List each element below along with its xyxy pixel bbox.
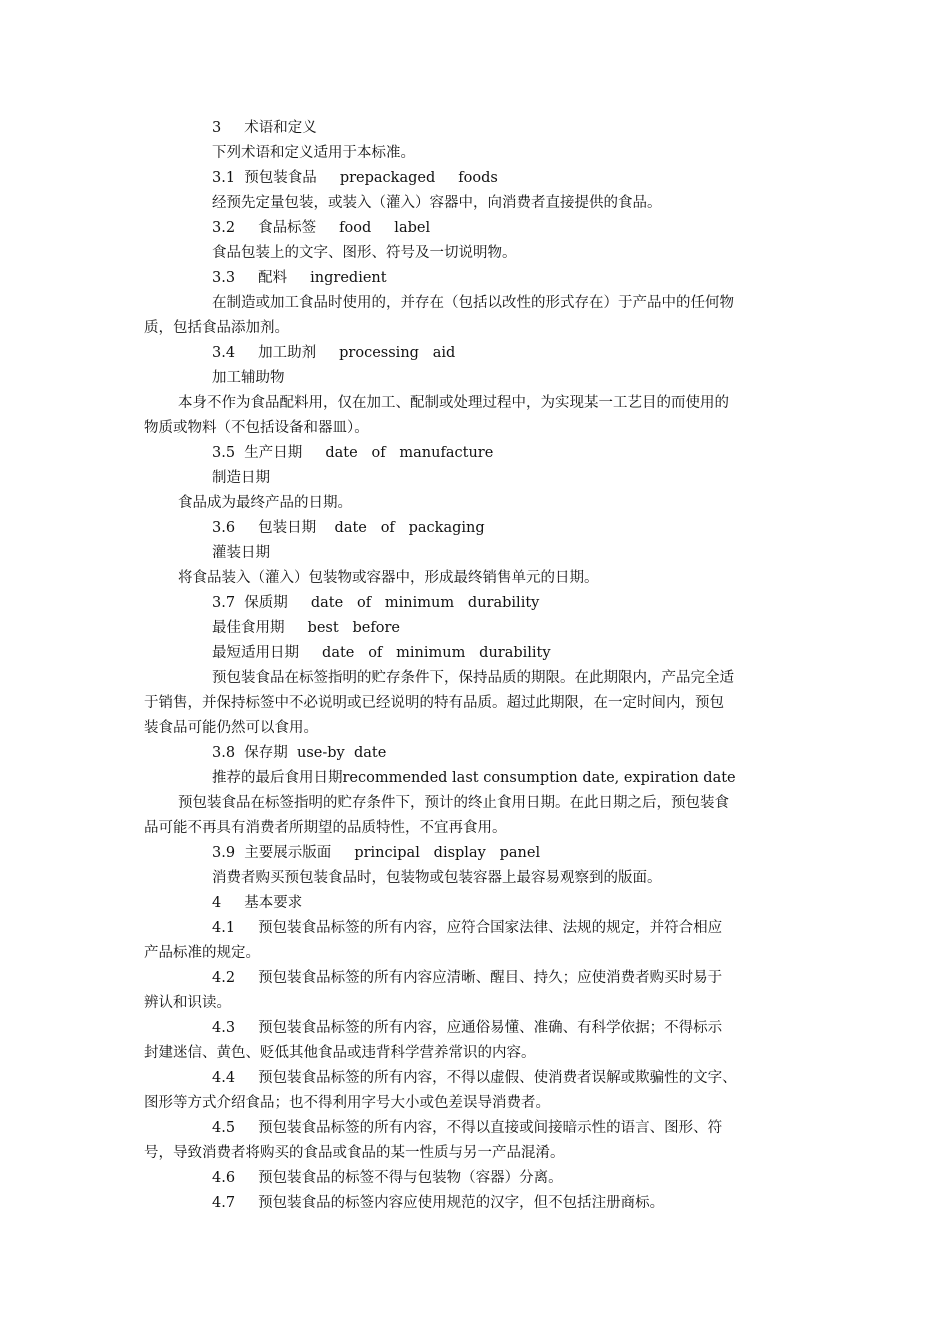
term-heading: 3.8 保存期 use-by date — [212, 745, 387, 761]
paragraph-line: 装食品可能仍然可以食用。 — [144, 720, 318, 736]
paragraph-line: 预包装食品在标签指明的贮存条件下，保持品质的期限。在此期限内，产品完全适 — [212, 670, 734, 686]
clause-line: 4.5 预包装食品标签的所有内容，不得以直接或间接暗示性的语言、图形、符 — [212, 1120, 723, 1136]
clause-line: 4.3 预包装食品标签的所有内容，应通俗易懂、准确、有科学依据；不得标示 — [212, 1020, 723, 1036]
synonym-line: 最佳食用期 best before — [212, 620, 400, 636]
paragraph-line: 消费者购买预包装食品时，包装物或包装容器上最容易观察到的版面。 — [212, 870, 662, 886]
paragraph-line: 辨认和识读。 — [144, 995, 231, 1011]
synonym-line: 加工辅助物 — [212, 370, 285, 386]
term-heading: 3.5 生产日期 date of manufacture — [212, 445, 494, 461]
term-heading: 3.3 配料 ingredient — [212, 270, 387, 286]
paragraph-line: 预包装食品在标签指明的贮存条件下，预计的终止食用日期。在此日期之后，预包装食 — [178, 795, 729, 811]
paragraph-line: 在制造或加工食品时使用的，并存在（包括以改性的形式存在）于产品中的任何物 — [212, 295, 734, 311]
paragraph-line: 物质或物料（不包括设备和器皿）。 — [144, 420, 369, 436]
paragraph-line: 本身不作为食品配料用，仅在加工、配制或处理过程中，为实现某一工艺目的而使用的 — [178, 395, 729, 411]
synonym-line: 推荐的最后食用日期recommended last consumption date, expiration date — [212, 770, 736, 786]
synonym-line: 制造日期 — [212, 470, 270, 486]
paragraph-line: 产品标准的规定。 — [144, 945, 260, 961]
paragraph-line: 品可能不再具有消费者所期望的品质特性，不宜再食用。 — [144, 820, 507, 836]
synonym-line: 灌装日期 — [212, 545, 270, 561]
clause-line: 4.6 预包装食品的标签不得与包装物（容器）分离。 — [212, 1170, 563, 1186]
term-heading: 3.9 主要展示版面 principal display panel — [212, 845, 541, 861]
clause-line: 4.7 预包装食品的标签内容应使用规范的汉字，但不包括注册商标。 — [212, 1195, 665, 1211]
paragraph-line: 经预先定量包装，或装入（灌入）容器中，向消费者直接提供的食品。 — [212, 195, 662, 211]
clause-line: 4.4 预包装食品标签的所有内容，不得以虚假、使消费者误解或欺骗性的文字、 — [212, 1070, 737, 1086]
term-heading: 3.7 保质期 date of minimum durability — [212, 595, 540, 611]
paragraph-line: 下列术语和定义适用于本标准。 — [212, 145, 415, 161]
term-heading: 3.6 包装日期 date of packaging — [212, 520, 485, 536]
paragraph-line: 食品成为最终产品的日期。 — [178, 495, 352, 511]
paragraph-line: 封建迷信、黄色、贬低其他食品或违背科学营养常识的内容。 — [144, 1045, 536, 1061]
paragraph-line: 将食品装入（灌入）包装物或容器中，形成最终销售单元的日期。 — [178, 570, 599, 586]
synonym-line: 最短适用日期 date of minimum durability — [212, 645, 551, 661]
term-heading: 3.2 食品标签 food label — [212, 220, 431, 236]
clause-line: 4.2 预包装食品标签的所有内容应清晰、醒目、持久；应使消费者购买时易于 — [212, 970, 723, 986]
paragraph-line: 质，包括食品添加剂。 — [144, 320, 289, 336]
section-heading: 4 基本要求 — [212, 895, 303, 911]
paragraph-line: 图形等方式介绍食品；也不得利用字号大小或色差误导消费者。 — [144, 1095, 550, 1111]
term-heading: 3.4 加工助剂 processing aid — [212, 345, 456, 361]
paragraph-line: 食品包装上的文字、图形、符号及一切说明物。 — [212, 245, 517, 261]
paragraph-line: 于销售，并保持标签中不必说明或已经说明的特有品质。超过此期限，在一定时间内，预包 — [144, 695, 724, 711]
clause-line: 4.1 预包装食品标签的所有内容，应符合国家法律、法规的规定，并符合相应 — [212, 920, 723, 936]
paragraph-line: 号，导致消费者将购买的食品或食品的某一性质与另一产品混淆。 — [144, 1145, 565, 1161]
section-heading: 3 术语和定义 — [212, 120, 317, 136]
term-heading: 3.1 预包装食品 prepackaged foods — [212, 170, 498, 186]
